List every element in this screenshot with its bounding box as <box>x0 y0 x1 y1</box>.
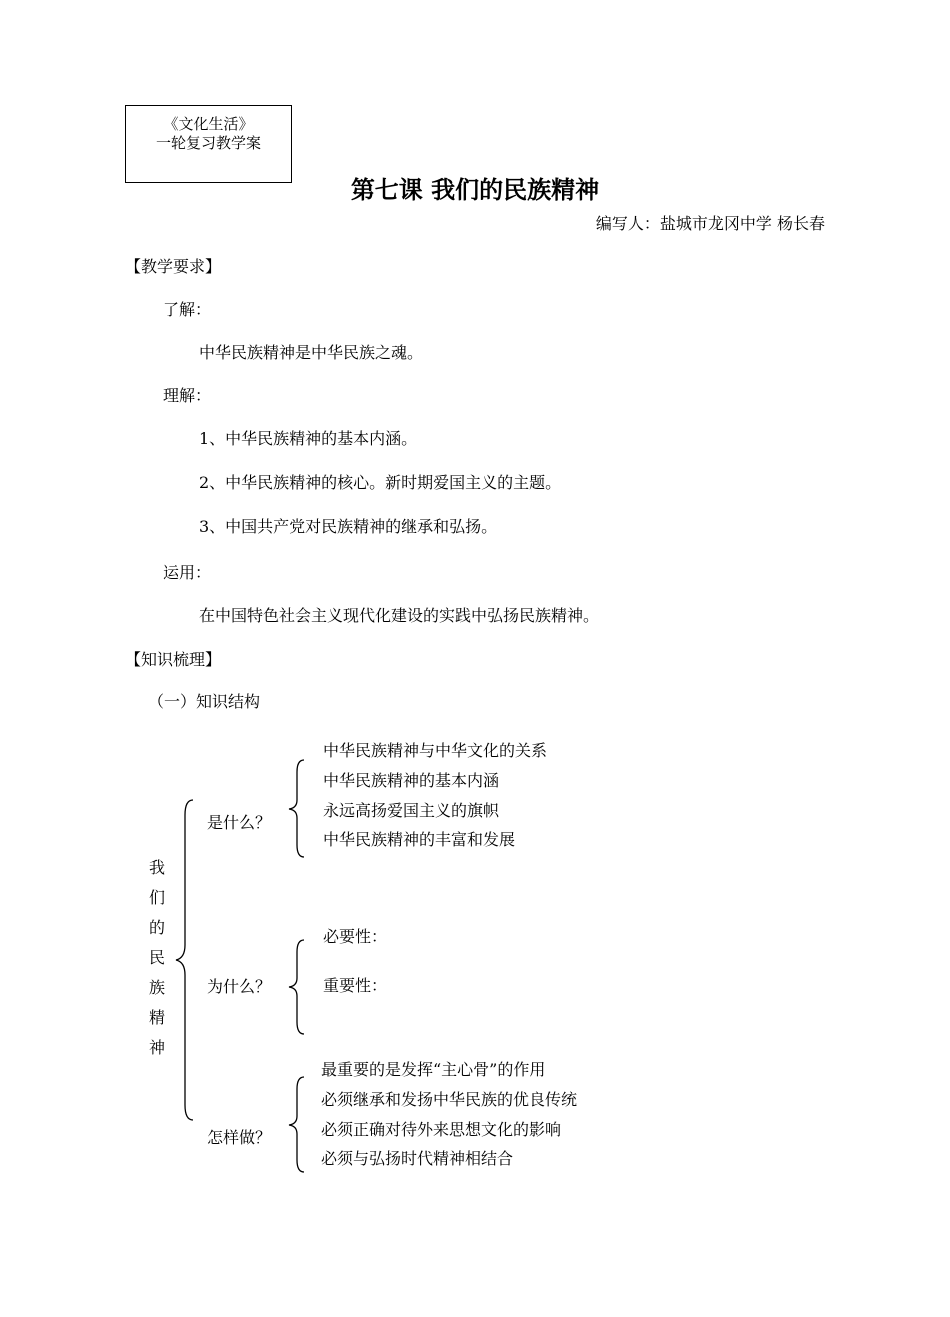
understand-label: 了解： <box>163 300 212 319</box>
knowledge-subheading: （一）知识结构 <box>148 692 261 711</box>
knowledge-heading: 【知识梳理】 <box>125 650 222 669</box>
comprehend-item-3: 3、中国共产党对民族精神的继承和弘扬。 <box>199 517 498 536</box>
branch-label-what: 是什么？ <box>207 813 272 832</box>
author-line: 编写人：盐城市龙冈中学 杨长春 <box>595 214 825 233</box>
how-item-1: 最重要的是发挥“主心骨”的作用 <box>321 1060 546 1079</box>
how-item-4: 必须与弘扬时代精神相结合 <box>321 1149 514 1168</box>
header-box-line1: 《文化生活》 <box>163 115 254 133</box>
why-item-2: 重要性： <box>323 976 388 995</box>
root-char-2: 们 <box>149 888 166 907</box>
how-item-3: 必须正确对待外来思想文化的影响 <box>321 1120 562 1139</box>
root-char-3: 的 <box>149 918 166 937</box>
root-char-7: 神 <box>149 1038 166 1057</box>
header-box-line2: 一轮复习教学案 <box>155 134 261 152</box>
root-char-6: 精 <box>149 1008 166 1027</box>
requirements-heading: 【教学要求】 <box>125 257 222 276</box>
what-item-4: 中华民族精神的丰富和发展 <box>323 830 516 849</box>
apply-item: 在中国特色社会主义现代化建设的实践中弘扬民族精神。 <box>199 606 600 625</box>
comprehend-item-1: 1、中华民族精神的基本内涵。 <box>199 429 418 448</box>
branch-label-how: 怎样做？ <box>207 1128 272 1147</box>
how-item-2: 必须继承和发扬中华民族的优良传统 <box>321 1090 578 1109</box>
branch-brace-why <box>289 940 304 1034</box>
apply-label: 运用： <box>163 563 212 582</box>
why-item-1: 必要性： <box>323 927 388 946</box>
root-char-5: 族 <box>149 978 166 997</box>
root-char-1: 我 <box>149 858 166 877</box>
comprehend-item-2: 2、中华民族精神的核心。新时期爱国主义的主题。 <box>199 473 562 492</box>
comprehend-label: 理解： <box>163 386 212 405</box>
root-char-4: 民 <box>149 948 166 967</box>
what-item-2: 中华民族精神的基本内涵 <box>323 771 500 790</box>
understand-item: 中华民族精神是中华民族之魂。 <box>199 343 424 362</box>
branch-brace-what <box>289 760 304 857</box>
what-item-1: 中华民族精神与中华文化的关系 <box>323 741 548 760</box>
branch-label-why: 为什么？ <box>207 977 272 996</box>
root-brace <box>176 800 193 1120</box>
branch-brace-how <box>289 1077 304 1172</box>
what-item-3: 永远高扬爱国主义的旗帜 <box>323 801 500 820</box>
page-title: 第七课 我们的民族精神 <box>350 175 600 204</box>
